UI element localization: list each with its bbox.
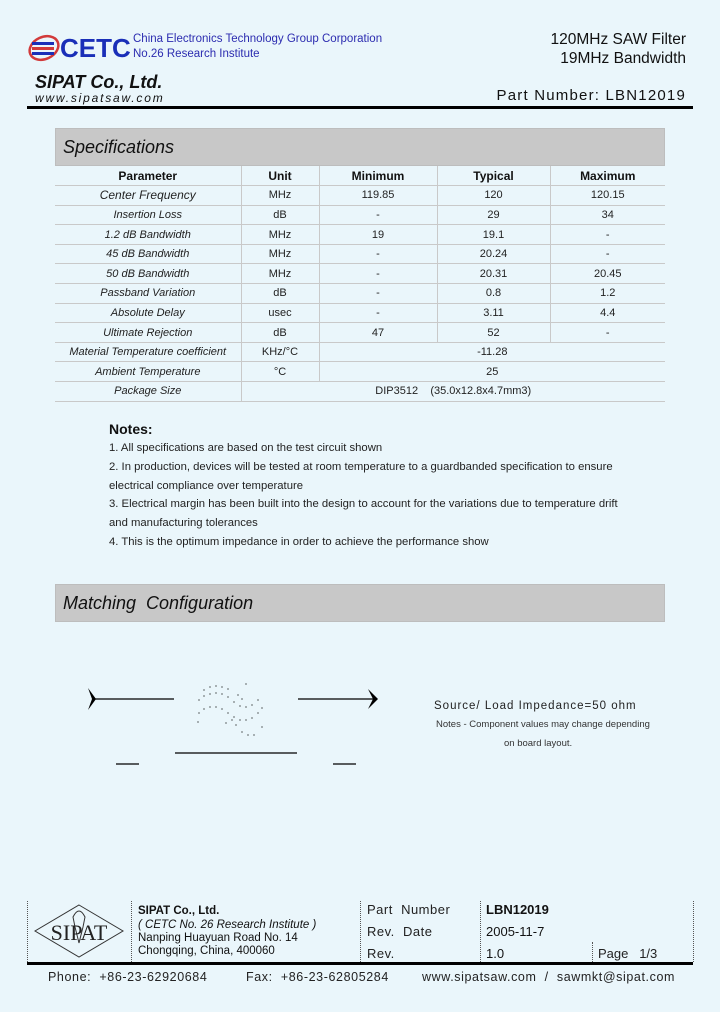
typ-cell: 3.11 [437,303,550,323]
table-row [55,244,665,264]
param-cell: 45 dB Bandwidth [55,244,241,264]
footer-address: Nanping Huayuan Road No. 14 [138,932,298,944]
footer-address: Chongqing, China, 400060 [138,945,275,957]
param-cell: Material Temperature coefficient [55,342,241,362]
max-cell: 4.4 [550,303,665,323]
table-row [55,225,665,245]
typ-cell: 19.1 [437,225,550,245]
param-cell: Absolute Delay [55,303,241,323]
max-cell: - [550,323,665,343]
footer-institute: ( CETC No. 26 Research Institute ) [138,919,317,931]
column-header: Parameter [55,166,241,186]
param-cell: 1.2 dB Bandwidth [55,225,241,245]
table-row [55,342,665,362]
notes-section [109,421,669,552]
min-cell: - [319,244,437,264]
rev-date-value: 2005-11-7 [486,924,545,939]
phone-number: Phone: +86-23-62920684 [48,970,208,984]
table-header-row [55,166,665,186]
specifications-table [55,166,665,402]
typ-cell: 20.31 [437,264,550,284]
rev-label: Rev. [367,946,395,961]
param-cell: Center Frequency [55,186,241,206]
notes-title: Notes: [109,421,153,437]
unit-cell: MHz [241,244,319,264]
footer-divider [693,901,694,962]
part-number-value: LBN12019 [605,87,686,104]
footer-divider [360,901,361,962]
max-cell: - [550,244,665,264]
note-line: and manufacturing tolerances [109,517,258,530]
page-indicator: Page 1/3 [598,946,658,961]
table-row [55,382,665,402]
min-cell: 47 [319,323,437,343]
saw-filter-icon [197,683,262,735]
specifications-heading: Specifications [55,128,665,166]
typ-cell: 20.24 [437,244,550,264]
value-cell: 25 [319,362,665,382]
matching-heading: Matching Configuration [55,584,665,622]
typ-cell: 0.8 [437,284,550,304]
unit-cell: MHz [241,264,319,284]
min-cell: - [319,264,437,284]
table-row [55,284,665,304]
column-header: Maximum [550,166,665,186]
column-header: Minimum [319,166,437,186]
value-cell: -11.28 [319,342,665,362]
note-line: electrical compliance over temperature [109,479,304,492]
note-line: 1. All specifications are based on the test circuit shown [109,442,383,454]
note-line: 3. Electrical margin has been built into the design to account for the variations due to temperature drift [109,498,618,511]
table-row [55,264,665,284]
footer-divider [27,901,28,962]
unit-cell: MHz [241,225,319,245]
typ-cell: 52 [437,323,550,343]
impedance-text: Source/ Load Impedance=50 ohm [434,700,637,712]
footer-rule [27,962,693,965]
unit-cell: °C [241,362,319,382]
max-cell: - [550,225,665,245]
company-name: SIPAT Co., Ltd. [35,72,163,92]
cetc-logo-text: CETC [60,33,131,63]
table-row [55,186,665,206]
min-cell: - [319,303,437,323]
max-cell: 120.15 [550,186,665,206]
min-cell: - [319,284,437,304]
org-name: China Electronics Technology Group Corporation [133,33,383,45]
company-website[interactable]: www.sipatsaw.com [35,91,165,105]
param-cell: Insertion Loss [55,205,241,225]
unit-cell: KHz/°C [241,342,319,362]
part-number-value: LBN12019 [486,902,549,917]
rev-date-label: Rev. Date [367,924,433,939]
param-cell: Ultimate Rejection [55,323,241,343]
param-cell: Package Size [55,382,241,402]
table-row [55,205,665,225]
footer-divider [592,942,593,962]
min-cell: - [319,205,437,225]
footer-divider [131,901,132,962]
max-cell: 1.2 [550,284,665,304]
param-cell: 50 dB Bandwidth [55,264,241,284]
typ-cell: 29 [437,205,550,225]
min-cell: 119.85 [319,186,437,206]
part-number-label: Part Number [367,902,451,917]
footer-divider [480,901,481,962]
column-header: Typical [437,166,550,186]
max-cell: 20.45 [550,264,665,284]
unit-cell: MHz [241,186,319,206]
unit-cell: dB [241,284,319,304]
part-number-label: Part Number: [496,87,606,104]
unit-cell: usec [241,303,319,323]
note-line: 2. In production, devices will be tested at room temperature to a guardbanded specification to ensure [109,460,613,473]
unit-cell: dB [241,323,319,343]
institute-name: No.26 Research Institute [133,48,260,60]
param-cell: Ambient Temperature [55,362,241,382]
part-number-heading [497,87,686,104]
matching-circuit-diagram [86,680,386,780]
matching-note: Notes - Component values may change depending [436,719,650,730]
header-divider [27,106,693,109]
sipat-logo-icon [33,903,125,959]
fax-number: Fax: +86-23-62805284 [246,970,389,984]
max-cell: 34 [550,205,665,225]
table-row [55,303,665,323]
rev-value: 1.0 [486,946,505,961]
table-row [55,362,665,382]
typ-cell: 120 [437,186,550,206]
value-cell: DIP3512 (35.0x12.8x4.7mm3) [241,382,665,402]
table-row [55,323,665,343]
note-line: 4. This is the optimum impedance in order to achieve the performance show [109,535,489,548]
sipat-logo-text: SIPAT [50,920,108,945]
matching-note: on board layout. [504,738,573,749]
footer-company: SIPAT Co., Ltd. [138,905,220,917]
unit-cell: dB [241,205,319,225]
min-cell: 19 [319,225,437,245]
product-title: 120MHz SAW Filter [550,31,686,48]
column-header: Unit [241,166,319,186]
web-email-link[interactable]: www.sipatsaw.com / sawmkt@sipat.com [422,970,676,984]
param-cell: Passband Variation [55,284,241,304]
product-subtitle: 19MHz Bandwidth [560,50,686,67]
